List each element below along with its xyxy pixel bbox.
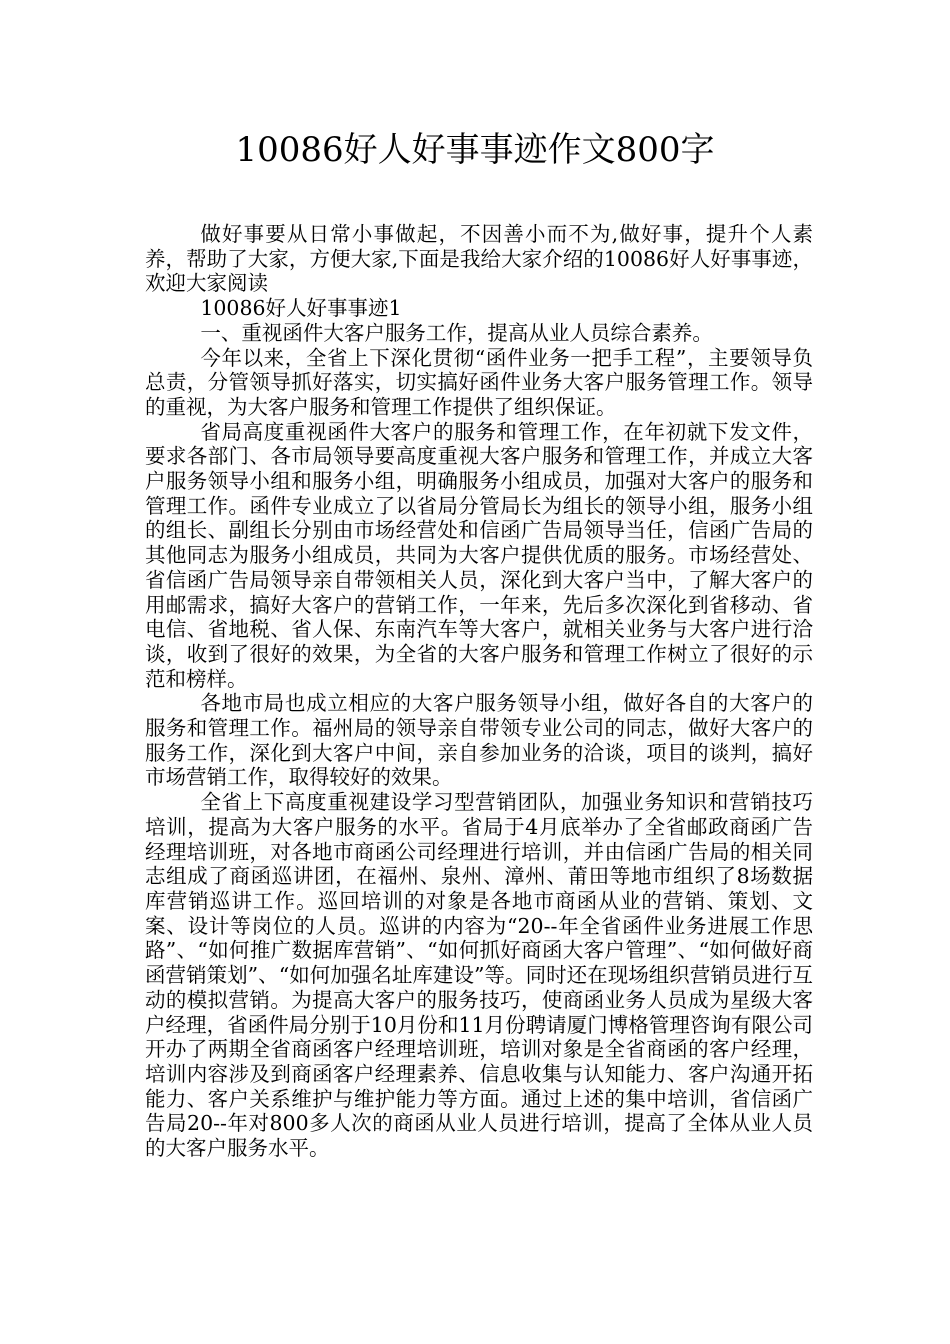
paragraph-intro: 做好事要从日常小事做起，不因善小而不为,做好事，提升个人素养，帮助了大家，方便大家,下面是我给大家介绍的10086好人好事事迹，欢迎大家阅读 [145, 222, 813, 296]
paragraph-section-heading: 10086好人好事事迹1 [200, 296, 402, 321]
paragraph: 省局高度重视函件大客户的服务和管理工作，在年初就下发文件，要求各部门、各市局领导要高度重视大客户服务和管理工作，并成立大客户服务领导小组和服务小组，明确服务小组成员，加强对大客户的服务和管理工作。函件专业成立了以省局分管局长为组长的领导小组，服务小组的组长、副组长分别由市场经营处和信函广告局领导当任，信函广告局的其他同志为服务小组成员，共同为大客户提供优质的服务。市场经营处、省信函广告局领导亲自带领相关人员，深化到大客户当中，了解大客户的用邮需求，搞好大客户的营销工作，一年来，先后多次深化到省移动、省电信、省地税、省人保、东南汽车等大客户，就相关业务与大客户进行洽谈，收到了很好的效果，为全省的大客户服务和管理工作树立了很好的示范和榜样。 [145, 419, 813, 691]
document-body [145, 222, 813, 1161]
paragraph: 各地市局也成立相应的大客户服务领导小组，做好各自的大客户的服务和管理工作。福州局的领导亲自带领专业公司的同志，做好大客户的服务工作，深化到大客户中间，亲自参加业务的洽谈，项目的谈判，搞好市场营销工作，取得较好的效果。 [145, 691, 813, 790]
paragraph-subheading: 一、重视函件大客户服务工作，提高从业人员综合素养。 [200, 320, 713, 345]
paragraph: 全省上下高度重视建设学习型营销团队，加强业务知识和营销技巧培训，提高为大客户服务的水平。省局于4月底举办了全省邮政商函广告经理培训班，对各地市商函公司经理进行培训，并由信函广告局的相关同志组成了商函巡讲团，在福州、泉州、漳州、莆田等地市组织了8场数据库营销巡讲工作。巡回培训的对象是各地市商函从业的营销、策划、文案、设计等岗位的人员。巡讲的内容为“20--年全省函件业务进展工作思路”、“如何推广数据库营销”、“如何抓好商函大客户管理”、“如何做好商函营销策划”、“如何加强名址库建设”等。同时还在现场组织营销员进行互动的模拟营销。为提高大客户的服务技巧，使商函业务人员成为星级大客户经理，省函件局分别于10月份和11月份聘请厦门博格管理咨询有限公司开办了两期全省商函客户经理培训班，培训对象是全省商函的客户经理，培训内容涉及到商函客户经理素养、信息收集与认知能力、客户沟通开拓能力、客户关系维护与维护能力等方面。通过上述的集中培训，省信函广告局20--年对800多人次的商函从业人员进行培训，提高了全体从业人员的大客户服务水平。 [145, 790, 813, 1161]
paragraph: 今年以来，全省上下深化贯彻“函件业务一把手工程”，主要领导负总责，分管领导抓好落实，切实搞好函件业务大客户服务管理工作。领导的重视，为大客户服务和管理工作提供了组织保证。 [145, 345, 813, 419]
document-title: 10086好人好事事迹作文800字 [235, 130, 715, 170]
